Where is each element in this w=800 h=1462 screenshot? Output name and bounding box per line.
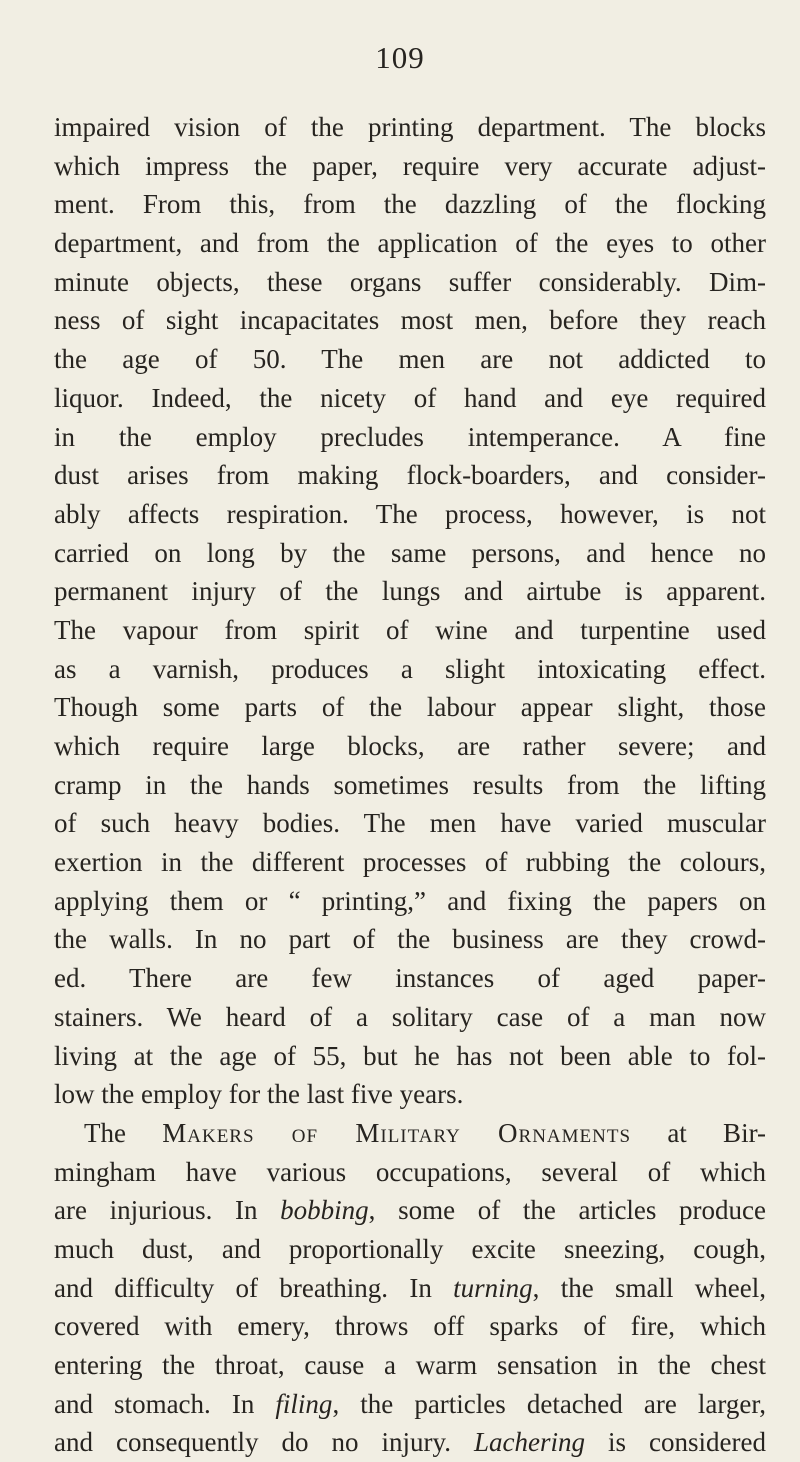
italic-term: turning (453, 1272, 533, 1303)
text-line: as a varnish, produces a slight intoxicating effect. (54, 653, 766, 684)
text-line: entering the throat, cause a warm sensation in the chest (54, 1350, 766, 1380)
text-line: ed. There are few instances of aged paper- (54, 963, 766, 994)
text-line (54, 1385, 766, 1424)
text-fragment: , some of the articles produce (368, 1195, 767, 1226)
text-line: ably affects respiration. The process, however, is not (54, 498, 766, 529)
text-line: ment. From this, from the dazzling of the flocking (54, 189, 766, 220)
text-line: stainers. We heard of a solitary case of a man now (54, 1001, 766, 1032)
text-line: the walls. In no part of the business are they crowd- (54, 924, 766, 955)
text-line: low the employ for the last five years. (54, 1079, 464, 1110)
text-line: applying them or “ printing,” and fixing the papers on (54, 885, 766, 916)
text-line (54, 1269, 766, 1308)
text-fragment: at Bir- (667, 1117, 767, 1148)
text-fragment: and difficulty of breathing. In (54, 1272, 432, 1303)
text-line: dust arises from making flock-boarders, and consider- (54, 460, 766, 491)
text-line: Though some parts of the labour appear slight, those (54, 692, 766, 723)
section-heading-smallcaps: Makers of Military Ornaments (162, 1117, 632, 1148)
page-number: 109 (375, 40, 425, 75)
italic-term: bobbing (280, 1195, 369, 1226)
text-line: liquor. Indeed, the nicety of hand and eye required (54, 382, 766, 413)
text-line: which require large blocks, are rather severe; and (54, 731, 766, 761)
text-line: The vapour from spirit of wine and turpentine used (54, 614, 766, 645)
text-line: exertion in the different processes of rubbing the colours, (54, 847, 766, 878)
text-line: cramp in the hands sometimes results from the lifting (54, 769, 766, 800)
text-line (54, 1191, 766, 1230)
text-line: living at the age of 55, but he has not been able to fol- (54, 1040, 766, 1071)
text-line: mingham have various occupations, several of which (54, 1156, 766, 1187)
text-fragment: , the particles detached are larger, (332, 1388, 767, 1419)
body-text (54, 108, 766, 1462)
text-line: covered with emery, throws off sparks of fire, which (54, 1311, 766, 1342)
text-fragment: and consequently do no injury. (54, 1427, 451, 1458)
text-line: permanent injury of the lungs and airtube is apparent. (54, 576, 766, 607)
text-line (54, 1114, 766, 1153)
text-line: of such heavy bodies. The men have varied muscular (54, 808, 766, 839)
italic-term: filing (275, 1388, 333, 1419)
text-fragment: , the small wheel, (532, 1272, 766, 1303)
text-fragment: and stomach. In (54, 1388, 255, 1419)
text-line: in the employ precludes intemperance. A fine (54, 421, 766, 452)
text-line: carried on long by the same persons, and hence no (54, 537, 766, 568)
text-line (54, 1423, 766, 1462)
text-line: minute objects, these organs suffer considerably. Dim- (54, 266, 766, 297)
text-fragment: is considered (608, 1427, 767, 1458)
text-line: the age of 50. The men are not addicted to (54, 344, 766, 375)
text-line: ness of sight incapacitates most men, before they reach (54, 305, 766, 336)
text-line: which impress the paper, require very accurate adjust- (54, 150, 766, 181)
text-fragment: are injurious. In (54, 1195, 258, 1226)
text-fragment: The (84, 1117, 126, 1148)
italic-term: Lachering (474, 1427, 586, 1458)
text-line: impaired vision of the printing department. The blocks (54, 112, 766, 142)
text-line: much dust, and proportionally excite sneezing, cough, (54, 1233, 766, 1264)
text-line: department, and from the application of the eyes to other (54, 228, 766, 259)
